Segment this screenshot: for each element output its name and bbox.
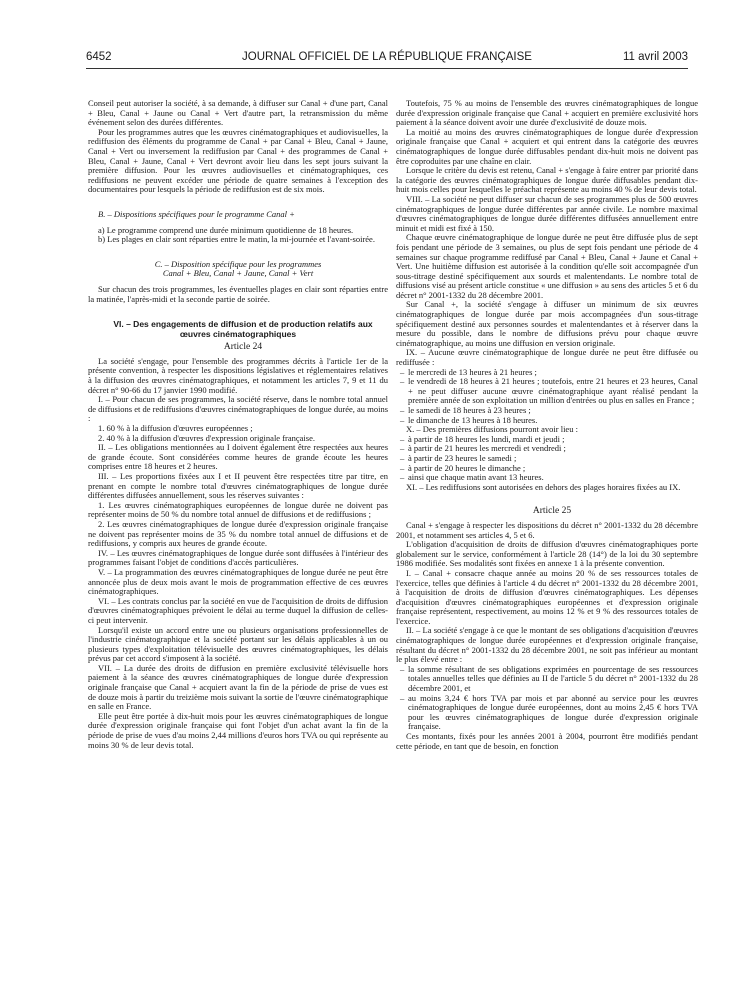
paragraph: Lorsqu'il existe un accord entre une ou plusieurs organisations professionnelles de l'industrie cinématographique et la société portant sur les délais applicables à un ou plusieurs types d'exploitation télévisuelle des œuvres cinématographiques, les délais prévus par cet accord s'imposent à la société. xyxy=(88,624,388,664)
paragraph: IV. – Les œuvres cinématographiques de longue durée sont diffusées à l'intérieur des programmes faisant l'objet de conditions d'accès particulières. xyxy=(88,547,388,568)
header-rule xyxy=(86,68,688,69)
list-item: – la somme résultant de ses obligations exprimées en pourcentage de ses ressources totales annuelles telles que définies au II de l'article 5 du décret n° 2001-1332 du 28 décembre 2001, et xyxy=(396,665,698,694)
list-item: – le vendredi de 18 heures à 21 heures ; toutefois, entre 21 heures et 23 heures, Canal + ne peut diffuser aucune œuvre cinématographique ayant réalisé pendant la première année de son exploitation un million d'entrées ou plus en salles en France ; xyxy=(396,377,698,406)
list-item: – à partir de 23 heures le samedi ; xyxy=(396,454,698,464)
paragraph: 2. 40 % à la diffusion d'œuvres d'expression originale française. xyxy=(98,432,315,443)
paragraph: 2. Les œuvres cinématographiques de longue durée d'expression originale française ne doivent pas représenter moins de 35 % du nombre total annuel de diffusions et de rediffusions, y compris aux heures de grande écoute. xyxy=(88,518,388,549)
page-header xyxy=(86,51,688,67)
paragraph: b) Les plages en clair sont réparties entre le matin, la mi-journée et l'avant-soirée. xyxy=(98,234,375,245)
paragraph: Ces montants, fixés pour les années 2001 à 2004, pourront être modifiés pendant cette période, en tant que de besoin, en fonction xyxy=(396,731,698,751)
paragraph: a) Le programme comprend une durée minimum quotidienne de 18 heures. xyxy=(98,224,354,235)
paragraph: Sur Canal +, la société s'engage à diffuser un minimum de six œuvres cinématographiques de longue durée par mois accompagnées d'un sous-titrage spécifiquement destiné aux personnes sourdes et malentendantes et à réserver dans la mesure du possible, dans le nombre de diffusions prévu pour chaque œuvre cinématographique, au moins une diffusion en version originale. xyxy=(396,299,698,348)
issue-date: 11 avril 2003 xyxy=(623,51,688,63)
left-column xyxy=(88,99,388,750)
paragraph: La moitié au moins des œuvres cinématographiques de longue durée d'expression originale française que Canal + acquiert et qui entrent dans la catégorie des œuvres cinématographiques de longue durée diffusables pendant dix-huit mois ne doivent pas être coproduites par une chaîne en clair. xyxy=(396,126,698,166)
paragraph: Canal + s'engage à respecter les dispositions du décret n° 2001-1332 du 28 décembre 2001, et notamment ses articles 4, 5 et 6. xyxy=(396,519,698,540)
article-25-heading: Article 25 xyxy=(532,506,572,517)
paragraph: VII. – La durée des droits de diffusion en première exclusivité télévisuelle hors paiement à la séance des œuvres cinématographiques de longue durée d'expression originale française que Canal + acquiert avant la fin de la période de prise de vues est de douze mois à partir du treizième mois suivant la sortie de l'œuvre cinématographique en salle en France. xyxy=(88,662,388,712)
section-heading-c-sub: Canal + Bleu, Canal + Jaune, Canal + Vert xyxy=(162,268,314,279)
list-item: – le mercredi de 13 heures à 21 heures ; xyxy=(396,368,698,378)
paragraph: IX. – Aucune œuvre cinématographique de longue durée ne peut être diffusée ou rediffusée : xyxy=(396,347,698,368)
paragraph: VIII. – La société ne peut diffuser sur chacun de ses programmes plus de 500 œuvres cinématographiques de longue durée différentes par année civile. Le nombre maximal d'œuvres cinématographiques de longue durée différentes diffusées annuellement entre minuit et midi est fixé à 150. xyxy=(396,193,698,233)
paragraph: 1. Les œuvres cinématographiques européennes de longue durée ne doivent pas représenter moins de 50 % du nombre total annuel de diffusions et de rediffusions ; xyxy=(88,499,388,520)
paragraph: Elle peut être portée à dix-huit mois pour les œuvres cinématographiques de longue durée d'expression originale française qui font l'objet d'un achat avant la fin de la période de prise de vues d'au moins 2,44 millions d'euros hors TVA ou qui représente au moins 30 % de leur devis total. xyxy=(88,710,388,750)
section-heading-c: C. – Disposition spécifique pour les programmes xyxy=(154,258,322,269)
paragraph: X. – Des premières diffusions pourront avoir lieu : xyxy=(406,424,578,435)
journal-title: JOURNAL OFFICIEL DE LA RÉPUBLIQUE FRANÇAISE xyxy=(242,51,532,63)
list-item: – au moins 3,24 € hors TVA par mois et par abonné au service pour les œuvres cinématographiques de longue durée européennes, dont au moins 2,45 € hors TVA pour les œuvres cinématographiques de longue durée d'expression originale française. xyxy=(396,694,698,732)
list-item: – le samedi de 18 heures à 23 heures ; xyxy=(396,406,698,416)
paragraph: XI. – Les rediffusions sont autorisées en dehors des plages horaires fixées au IX. xyxy=(406,481,681,492)
paragraph: I. – Canal + consacre chaque année au moins 20 % de ses ressources totales de l'exercice, telles que définies à l'article 4 du décret n° 2001-1332 du 28 décembre 2001, à l'acquisition de droits de diffusion d'œuvres cinématographiques. Les dépenses d'acquisition d'œuvres cinématographiques européennes et d'expression originale française représentent, respectivement, au moins 12 % et 9 % des ressources totales de l'exercice. xyxy=(396,567,698,626)
paragraph: Conseil peut autoriser la société, à sa demande, à diffuser sur Canal + d'une part, Canal + Bleu, Canal + Jaune ou Canal + Vert d'autre part, la retransmission du même événement selon des durées différentes. xyxy=(88,98,388,128)
paragraph: VI. – Les contrats conclus par la société en vue de l'acquisition de droits de diffusion d'œuvres cinématographiques prévoient le délai au terme duquel la diffusion de celles-ci peut intervenir. xyxy=(88,595,388,625)
right-column xyxy=(396,99,698,751)
paragraph: Chaque œuvre cinématographique de longue durée ne peut être diffusée plus de sept fois pendant une période de 3 semaines, ou plus de sept fois pendant une période de 4 semaines sur chaque programme rediffusé par Canal + Bleu, Canal + Jaune et Canal + Vert. Une huitième diffusion est autorisée à la condition qu'elle soit accompagnée d'un sous-titrage destiné spécifiquement aux sourds et malentendants. Le nombre total de diffusions visé au présent article constitue « une diffusion » au sens des articles 5 et 6 du décret n° 2001-1332 du 28 décembre 2001. xyxy=(396,232,698,300)
list-item: – le dimanche de 13 heures à 18 heures. xyxy=(396,416,698,426)
article-24-heading: Article 24 xyxy=(223,342,263,353)
paragraph: V. – La programmation des œuvres cinématographiques de longue durée ne peut être annoncée plus de deux mois avant le mois de programmation effective de ces œuvres cinématographiques. xyxy=(88,566,388,597)
paragraph: La société s'engage, pour l'ensemble des programmes décrits à l'article 1er de la présente convention, à respecter les dispositions législatives et réglementaires relatives à la diffusion des œuvres cinématographiques, et notamment les articles 7, 9 et 11 du décret n° 90-66 du 17 janvier 1990 modifié. xyxy=(88,355,388,395)
paragraph: 1. 60 % à la diffusion d'œuvres européennes ; xyxy=(98,423,253,434)
paragraph: II. – Les obligations mentionnées au I doivent également être respectées aux heures de grande écoute. Sont considérées comme heures de grande écoute les heures comprises entre 18 heures et 2 heures. xyxy=(88,442,388,472)
paragraph: L'obligation d'acquisition de droits de diffusion d'œuvres cinématographiques porte globalement sur le service, conformément à l'article 28 (14°) de la loi du 30 septembre 1986 modifiée. Ses modalités sont fixées en annexe 1 à la présente convention. xyxy=(396,539,698,569)
list-item: – à partir de 20 heures le dimanche ; xyxy=(396,464,698,474)
list-item: – ainsi que chaque matin avant 13 heures. xyxy=(396,473,698,483)
paragraph: II. – La société s'engage à ce que le montant de ses obligations d'acquisition d'œuvres cinématographiques de longue durée européennes et d'expression originale française, résultant du décret n° 2001-1332 du 28 décembre 2001, ne soit pas inférieur au montant le plus élevé entre : xyxy=(396,625,698,665)
list-item: – à partir de 18 heures les lundi, mardi et jeudi ; xyxy=(396,435,698,445)
paragraph: Sur chacun des trois programmes, les éventuelles plages en clair sont réparties entre la matinée, l'après-midi et la seconde partie de soirée. xyxy=(88,283,388,304)
list-item: – à partir de 21 heures les mercredi et vendredi ; xyxy=(396,444,698,454)
paragraph: I. – Pour chacun de ses programmes, la société réserve, dans le nombre total annuel de diffusions et de rediffusions d'œuvres cinématographiques de longue durée, au moins : xyxy=(88,394,388,424)
section-heading-b: B. – Dispositions spécifiques pour le programme Canal + xyxy=(98,208,295,219)
paragraph: Lorsque le critère du devis est retenu, Canal + s'engage à faire entrer par priorité dans la catégorie des œuvres cinématographiques de longue durée diffusables pendant dix-huit mois celles pour lesquelles le préachat représente au moins 40 % de leur devis total. xyxy=(396,165,698,195)
section-title-vi: VI. – Des engagements de diffusion et de production relatifs aux œuvres cinématographiques xyxy=(113,319,373,339)
paragraph: Pour les programmes autres que les œuvres cinématographiques et audiovisuelles, la rediffusion des éléments du programme de Canal + par Canal + Bleu, Canal + Jaune, Canal + Vert ou inversement la rediffusion par Canal + des programmes de Canal + Bleu, Canal + Jaune, Canal + Vert devront avoir lieu dans les sept jours suivant la première diffusion. Pour les œuvres audiovisuelles et cinématographiques, ces rediffusions ne peuvent excéder une période de quatre semaines à l'exception des documentaires pour lesquels la période de rediffusion est de six mois. xyxy=(88,126,388,195)
paragraph: Toutefois, 75 % au moins de l'ensemble des œuvres cinématographiques de longue durée d'expression originale française que Canal + acquiert en première exclusivité hors paiement à la séance doivent avoir une durée d'exclusivité de douze mois. xyxy=(396,98,698,128)
paragraph: III. – Les proportions fixées aux I et II peuvent être respectées titre par titre, en prenant en compte le nombre total d'œuvres cinématographiques de longue durée différentes diffusées annuellement, sous les réserves suivantes : xyxy=(88,471,388,501)
page-number: 6452 xyxy=(86,51,112,63)
